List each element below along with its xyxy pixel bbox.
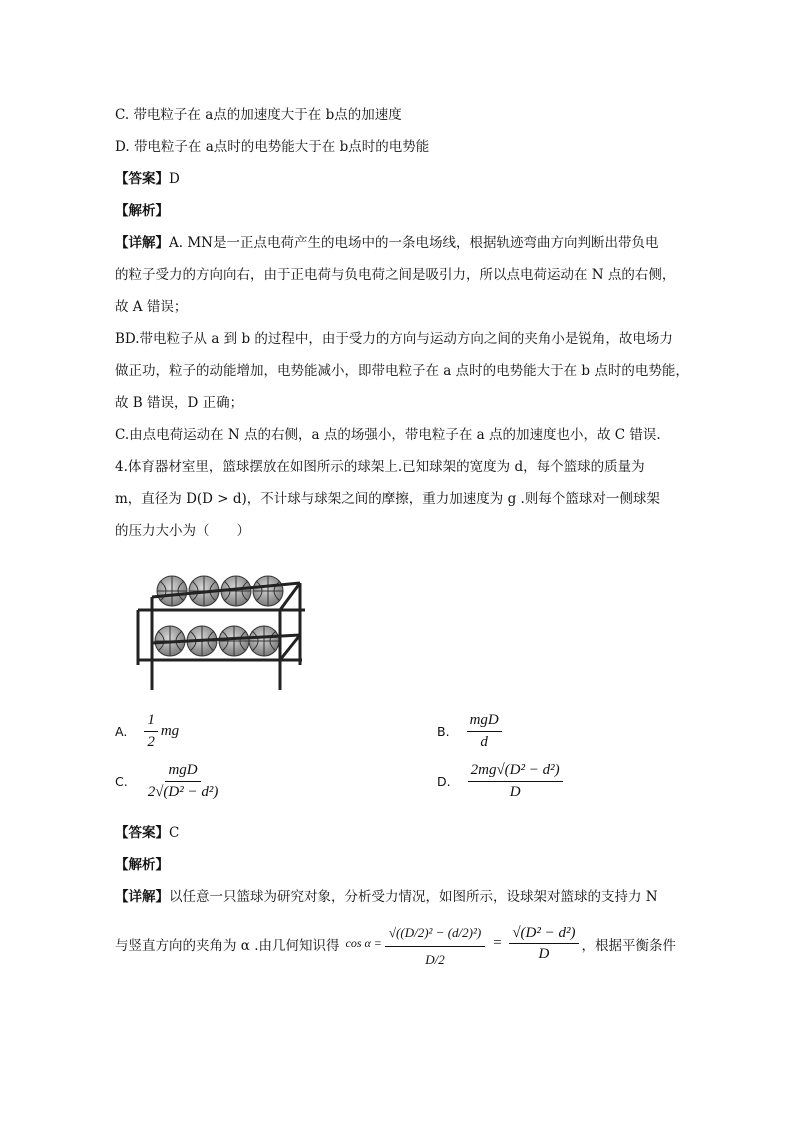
option-a xyxy=(115,712,179,750)
denominator: D xyxy=(538,946,550,963)
detail-line-1 xyxy=(115,231,658,251)
cos-label: cos α = xyxy=(345,936,382,951)
detail-line-2: 的粒子受力的方向向右，由于正电荷与负电荷之间是吸引力，所以点电荷运动在 N 点的右侧， xyxy=(115,267,676,283)
detail-text: A. MN是一正点电荷产生的电场中的一条电场线，根据轨迹弯曲方向判断出带负电 xyxy=(169,235,659,251)
equals-sign: = xyxy=(492,935,503,952)
basketball xyxy=(157,576,187,606)
fraction xyxy=(144,712,158,750)
numerator: 1 xyxy=(144,712,158,732)
numerator: 2mg√(D² − d²) xyxy=(468,762,563,782)
detail-text: ，根据平衡条件 xyxy=(581,937,676,954)
detail-text: 与竖直方向的夹角为 α .由几何知识得 xyxy=(115,937,340,954)
option-b xyxy=(437,712,505,750)
result-fraction xyxy=(509,925,578,963)
numerator: mgD xyxy=(467,712,502,732)
answer-value: C xyxy=(169,825,180,841)
denominator: d xyxy=(480,733,488,750)
q4-detail-line-1 xyxy=(115,885,658,905)
detail-text: 以任意一只篮球为研究对象，分析受力情况，如图所示，设球架对篮球的支持力 N xyxy=(169,889,658,905)
option-text: 带电粒子在 a点的加速度大于在 b点的加速度 xyxy=(133,107,402,123)
answer-line xyxy=(115,167,180,187)
detail-tag: 【详解】 xyxy=(115,889,169,905)
detail-line-3: 故 A 错误； xyxy=(115,299,188,315)
q4-stem-line-2: m，直径为 D(D > d)，不计球与球架之间的摩擦，重力加速度为 g .则每个篮球对一侧球架 xyxy=(115,491,660,507)
q4-stem-line-1: 4.体育器材室里，篮球摆放在如图所示的球架上.已知球架的宽度为 d，每个篮球的质量为 xyxy=(115,459,645,475)
option-label: C. xyxy=(115,107,130,123)
detail-tag: 【详解】 xyxy=(115,235,169,251)
basketball-rack-figure xyxy=(130,565,310,695)
option-c xyxy=(115,762,224,800)
detail-line-4: BD.带电粒子从 a 到 b 的过程中，由于受力的方向与运动方向之间的夹角小是锐角，故电场力 xyxy=(115,331,673,347)
option-label: D. xyxy=(437,773,451,789)
option-label: A. xyxy=(115,723,128,739)
numerator: √(D² − d²) xyxy=(509,925,578,945)
basketball xyxy=(219,626,249,656)
numerator: √((D/2)² − (d/2)²) xyxy=(385,920,485,947)
analysis-heading xyxy=(115,199,169,219)
analysis-tag: 【解析】 xyxy=(115,857,169,873)
denominator: 2 xyxy=(147,733,155,750)
answer-tag: 【答案】 xyxy=(115,825,169,841)
basketball xyxy=(253,576,283,606)
option-text: 带电粒子在 a点时的电势能大于在 b点时的电势能 xyxy=(133,139,430,155)
q4-detail-line-2 xyxy=(115,920,676,968)
detail-line-7: C.由点电荷运动在 N 点的右侧，a 点的场强小，带电粒子在 a 点的加速度也小，故 C 错误. xyxy=(115,427,661,443)
cos-fraction xyxy=(385,920,485,968)
option-d xyxy=(437,762,566,800)
q4-stem-line-3: 的压力大小为（ ） xyxy=(115,523,250,539)
q4-answer-line xyxy=(115,821,179,841)
fraction xyxy=(145,762,222,800)
denominator: 2√(D² − d²) xyxy=(147,783,219,800)
numerator: mgD xyxy=(165,762,200,782)
option-label: C. xyxy=(115,773,128,789)
q4-analysis-heading xyxy=(115,853,169,873)
answer-value: D xyxy=(169,171,180,187)
option-d-prev xyxy=(115,135,429,155)
denominator: D xyxy=(509,783,521,800)
fraction xyxy=(468,762,563,800)
option-label: D. xyxy=(115,139,130,155)
detail-line-6: 故 B 错误，D 正确； xyxy=(115,395,244,411)
option-label: B. xyxy=(437,723,450,739)
option-c-prev xyxy=(115,103,402,123)
answer-tag: 【答案】 xyxy=(115,171,169,187)
detail-line-5: 做正功，粒子的动能增加，电势能减小，即带电粒子在 a 点时的电势能大于在 b 点时的电势能， xyxy=(115,363,689,379)
basketball xyxy=(249,626,279,656)
option-tail: mg xyxy=(160,722,180,739)
analysis-tag: 【解析】 xyxy=(115,203,169,219)
denominator: D/2 xyxy=(425,952,445,968)
fraction xyxy=(467,712,502,750)
